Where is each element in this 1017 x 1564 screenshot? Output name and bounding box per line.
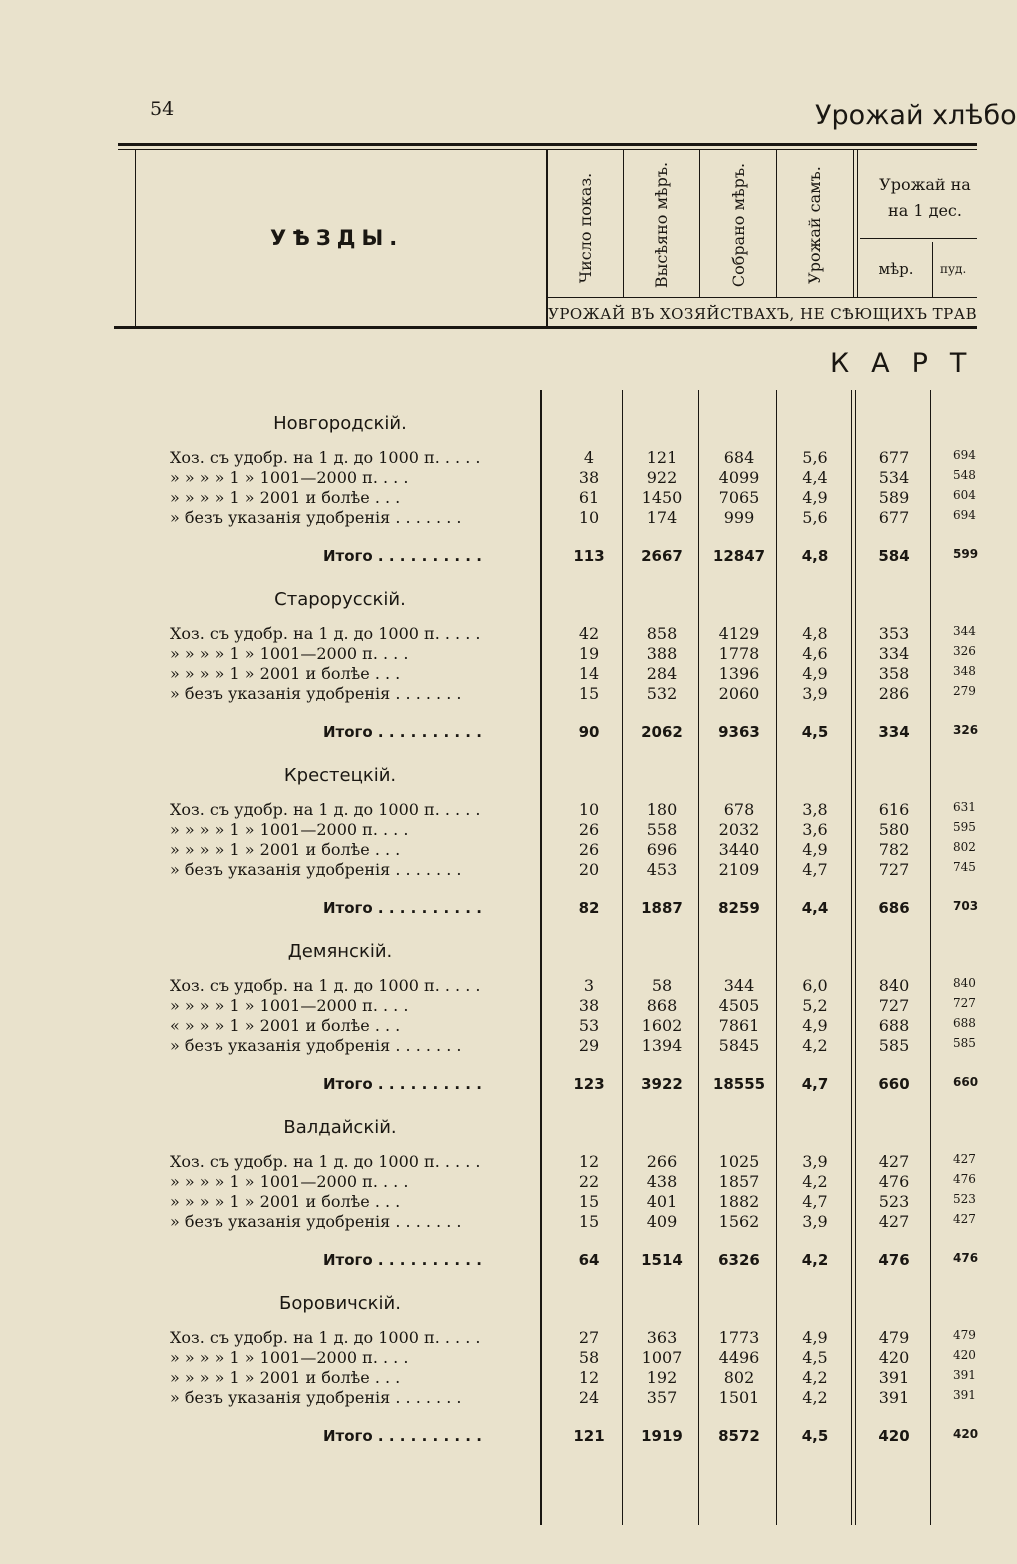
row-label: Хоз. съ удобр. на 1 д. до 1000 п. . . . .: [170, 800, 481, 819]
cell-collected: 4129: [718, 624, 760, 643]
unit-pud-header: пуд.: [940, 262, 967, 276]
header-col-line: [932, 242, 933, 297]
cell-sown: 58: [651, 976, 673, 995]
cell-yield: 3,6: [802, 820, 828, 839]
total-cell-count: 64: [578, 1251, 600, 1269]
cell-pud: 326: [953, 644, 976, 658]
district-name: Крестецкій.: [283, 765, 397, 786]
cell-yield: 6,0: [802, 976, 828, 995]
cell-sown: 409: [646, 1212, 678, 1231]
cell-count: 24: [578, 1388, 600, 1407]
total-cell-count: 121: [573, 1427, 605, 1445]
total-cell-yield: 4,5: [801, 1427, 829, 1445]
cell-sown: 922: [646, 468, 678, 487]
left-border: [135, 150, 136, 326]
total-cell-yield: 4,2: [801, 1251, 829, 1269]
cell-yield: 4,8: [802, 624, 828, 643]
cell-mer: 727: [878, 860, 910, 879]
crop-title: КАРТ: [830, 348, 989, 379]
total-label: Итого . . . . . . . . . .: [323, 1251, 482, 1269]
yield-self-header: Урожай самъ.: [805, 166, 824, 284]
total-cell-count: 82: [578, 899, 600, 917]
total-cell-sown: 1887: [641, 899, 683, 917]
cell-mer: 840: [878, 976, 910, 995]
cell-collected: 1882: [718, 1192, 760, 1211]
cell-sown: 121: [646, 448, 678, 467]
cell-pud: 427: [953, 1152, 976, 1166]
cell-mer: 782: [878, 840, 910, 859]
total-label: Итого . . . . . . . . . .: [323, 1075, 482, 1093]
cell-count: 19: [578, 644, 600, 663]
cell-pud: 604: [953, 488, 976, 502]
header-divider: [548, 297, 977, 298]
cell-yield: 4,9: [802, 488, 828, 507]
total-cell-pud: 599: [953, 547, 979, 561]
cell-pud: 631: [953, 800, 976, 814]
cell-collected: 802: [723, 1368, 755, 1387]
cell-collected: 1773: [718, 1328, 760, 1347]
cell-sown: 388: [646, 644, 678, 663]
total-cell-yield: 4,8: [801, 547, 829, 565]
row-label: » безъ указанія удобренія . . . . . . .: [170, 1212, 462, 1231]
cell-sown: 1450: [641, 488, 683, 507]
header-col-line: [776, 150, 777, 297]
cell-pud: 694: [953, 508, 976, 522]
cell-sown: 192: [646, 1368, 678, 1387]
cell-collected: 1562: [718, 1212, 760, 1231]
cell-collected: 1396: [718, 664, 760, 683]
cell-yield: 4,5: [802, 1348, 828, 1367]
cell-sown: 438: [646, 1172, 678, 1191]
total-cell-pud: 326: [953, 723, 979, 737]
cell-collected: 2060: [718, 684, 760, 703]
cell-count: 15: [578, 684, 600, 703]
cell-count: 15: [578, 1212, 600, 1231]
header-col-line: [546, 150, 548, 326]
total-cell-count: 90: [578, 723, 600, 741]
cell-pud: 745: [953, 860, 976, 874]
cell-count: 42: [578, 624, 600, 643]
cell-collected: 999: [723, 508, 755, 527]
cell-mer: 420: [878, 1348, 910, 1367]
row-label: » » » » 1 » 2001 и болѣе . . .: [170, 1368, 401, 1387]
cell-sown: 357: [646, 1388, 678, 1407]
cell-sown: 401: [646, 1192, 678, 1211]
cell-yield: 4,2: [802, 1172, 828, 1191]
row-label: » » » » 1 » 1001—2000 п. . . .: [170, 820, 409, 839]
row-label: Хоз. съ удобр. на 1 д. до 1000 п. . . . .: [170, 1328, 481, 1347]
cell-yield: 5,2: [802, 996, 828, 1015]
total-cell-collected: 18555: [712, 1075, 766, 1093]
cell-pud: 840: [953, 976, 976, 990]
cell-count: 12: [578, 1368, 600, 1387]
cell-yield: 3,9: [802, 684, 828, 703]
cell-mer: 534: [878, 468, 910, 487]
cell-sown: 558: [646, 820, 678, 839]
cell-count: 26: [578, 820, 600, 839]
row-label: » » » » 1 » 2001 и болѣе . . .: [170, 840, 401, 859]
header-col-line: [857, 150, 858, 297]
total-cell-yield: 4,7: [801, 1075, 829, 1093]
cell-count: 15: [578, 1192, 600, 1211]
row-label: « » » » 1 » 2001 и болѣе . . .: [170, 1016, 401, 1035]
collected-header: Собрано мѣръ.: [729, 162, 748, 288]
cell-sown: 284: [646, 664, 678, 683]
cell-collected: 5845: [718, 1036, 760, 1055]
cell-sown: 180: [646, 800, 678, 819]
cell-collected: 4099: [718, 468, 760, 487]
total-cell-mer: 686: [878, 899, 910, 917]
cell-sown: 266: [646, 1152, 678, 1171]
yield-per-des-line1: Урожай на: [879, 175, 971, 194]
cell-pud: 585: [953, 1036, 976, 1050]
cell-collected: 2109: [718, 860, 760, 879]
running-title: Урожай хлѣбо: [815, 100, 1017, 131]
total-cell-pud: 703: [953, 899, 979, 913]
total-cell-sown: 3922: [641, 1075, 683, 1093]
row-label: Хоз. съ удобр. на 1 д. до 1000 п. . . . .: [170, 448, 481, 467]
cell-count: 14: [578, 664, 600, 683]
cell-collected: 4505: [718, 996, 760, 1015]
row-label: » безъ указанія удобренія . . . . . . .: [170, 1036, 462, 1055]
cell-yield: 5,6: [802, 448, 828, 467]
cell-yield: 4,9: [802, 1328, 828, 1347]
total-label: Итого . . . . . . . . . .: [323, 899, 482, 917]
cell-yield: 4,9: [802, 664, 828, 683]
total-cell-pud: 476: [953, 1251, 979, 1265]
total-cell-collected: 12847: [712, 547, 766, 565]
total-cell-pud: 660: [953, 1075, 979, 1089]
cell-pud: 523: [953, 1192, 976, 1206]
total-label: Итого . . . . . . . . . .: [323, 547, 482, 565]
top-rule: [118, 143, 977, 146]
cell-pud: 476: [953, 1172, 976, 1186]
total-cell-sown: 2667: [641, 547, 683, 565]
cell-sown: 174: [646, 508, 678, 527]
cell-mer: 427: [878, 1152, 910, 1171]
total-cell-yield: 4,4: [801, 899, 829, 917]
cell-yield: 4,7: [802, 860, 828, 879]
total-cell-sown: 1919: [641, 1427, 683, 1445]
total-cell-mer: 334: [878, 723, 910, 741]
cell-collected: 684: [723, 448, 755, 467]
cell-sown: 532: [646, 684, 678, 703]
cell-mer: 358: [878, 664, 910, 683]
total-cell-collected: 8572: [718, 1427, 760, 1445]
cell-count: 20: [578, 860, 600, 879]
cell-sown: 1602: [641, 1016, 683, 1035]
district-name: Новгородскій.: [273, 413, 407, 434]
cell-collected: 678: [723, 800, 755, 819]
cell-mer: 334: [878, 644, 910, 663]
total-label: Итого . . . . . . . . . .: [323, 1427, 482, 1445]
cell-pud: 548: [953, 468, 976, 482]
cell-collected: 4496: [718, 1348, 760, 1367]
cell-yield: 4,2: [802, 1388, 828, 1407]
cell-pud: 344: [953, 624, 976, 638]
cell-pud: 391: [953, 1368, 976, 1382]
cell-mer: 391: [878, 1388, 910, 1407]
cell-pud: 479: [953, 1328, 976, 1342]
cell-pud: 595: [953, 820, 976, 834]
cell-mer: 353: [878, 624, 910, 643]
row-label: » » » » 1 » 1001—2000 п. . . .: [170, 1172, 409, 1191]
cell-collected: 1025: [718, 1152, 760, 1171]
cell-mer: 589: [878, 488, 910, 507]
cell-mer: 688: [878, 1016, 910, 1035]
cell-count: 38: [578, 996, 600, 1015]
cell-pud: 694: [953, 448, 976, 462]
row-label: » » » » 1 » 1001—2000 п. . . .: [170, 1348, 409, 1367]
total-cell-mer: 584: [878, 547, 910, 565]
cell-mer: 523: [878, 1192, 910, 1211]
cell-yield: 4,9: [802, 840, 828, 859]
total-cell-pud: 420: [953, 1427, 979, 1441]
unit-mer-header: мѣр.: [878, 260, 914, 278]
cell-count: 4: [583, 448, 595, 467]
cell-pud: 391: [953, 1388, 976, 1402]
cell-collected: 7065: [718, 488, 760, 507]
cell-count: 29: [578, 1036, 600, 1055]
total-cell-collected: 9363: [718, 723, 760, 741]
cell-mer: 727: [878, 996, 910, 1015]
cell-mer: 677: [878, 448, 910, 467]
cell-collected: 7861: [718, 1016, 760, 1035]
body-col-line: [855, 390, 856, 1525]
header-col-line: [853, 150, 854, 297]
row-label: Хоз. съ удобр. на 1 д. до 1000 п. . . . .: [170, 976, 481, 995]
cell-pud: 348: [953, 664, 976, 678]
sown-header: Высѣяно мѣръ.: [652, 161, 671, 289]
row-label: » » » » 1 » 2001 и болѣе . . .: [170, 664, 401, 683]
cell-yield: 3,8: [802, 800, 828, 819]
total-cell-yield: 4,5: [801, 723, 829, 741]
cell-collected: 3440: [718, 840, 760, 859]
cell-mer: 427: [878, 1212, 910, 1231]
header-bottom-rule: [114, 326, 977, 329]
cell-yield: 4,7: [802, 1192, 828, 1211]
cell-mer: 616: [878, 800, 910, 819]
cell-count: 3: [583, 976, 595, 995]
total-cell-mer: 420: [878, 1427, 910, 1445]
cell-pud: 727: [953, 996, 976, 1010]
page-number: 54: [150, 98, 175, 120]
cell-count: 38: [578, 468, 600, 487]
cell-yield: 3,9: [802, 1212, 828, 1231]
row-label: » » » » 1 » 1001—2000 п. . . .: [170, 644, 409, 663]
cell-pud: 420: [953, 1348, 976, 1362]
table-subheading: УРОЖАЙ ВЪ ХОЗЯЙСТВАХЪ, НЕ СѢЮЩИХЪ ТРАВ: [548, 305, 978, 323]
district-name: Старорусскій.: [274, 589, 406, 610]
cell-sown: 868: [646, 996, 678, 1015]
cell-count: 27: [578, 1328, 600, 1347]
cell-sown: 1394: [641, 1036, 683, 1055]
cell-mer: 585: [878, 1036, 910, 1055]
cell-yield: 4,9: [802, 1016, 828, 1035]
yield-per-des-header: [860, 172, 990, 224]
cell-pud: 279: [953, 684, 976, 698]
total-cell-count: 113: [573, 547, 605, 565]
cell-count: 53: [578, 1016, 600, 1035]
cell-sown: 696: [646, 840, 678, 859]
count-header: Число показ.: [576, 172, 595, 284]
cell-yield: 4,4: [802, 468, 828, 487]
cell-pud: 427: [953, 1212, 976, 1226]
cell-yield: 3,9: [802, 1152, 828, 1171]
total-cell-mer: 476: [878, 1251, 910, 1269]
cell-sown: 1007: [641, 1348, 683, 1367]
row-label: » безъ указанія удобренія . . . . . . .: [170, 508, 462, 527]
districts-header: УѢЗДЫ.: [270, 226, 404, 250]
district-name: Боровичскій.: [279, 1293, 401, 1314]
cell-count: 10: [578, 508, 600, 527]
cell-sown: 858: [646, 624, 678, 643]
total-cell-sown: 1514: [641, 1251, 683, 1269]
cell-collected: 2032: [718, 820, 760, 839]
total-cell-count: 123: [573, 1075, 605, 1093]
cell-mer: 677: [878, 508, 910, 527]
row-label: » безъ указанія удобренія . . . . . . .: [170, 684, 462, 703]
cell-count: 61: [578, 488, 600, 507]
yield-subdivider: [860, 238, 977, 239]
cell-mer: 286: [878, 684, 910, 703]
header-col-line: [623, 150, 624, 297]
cell-sown: 363: [646, 1328, 678, 1347]
cell-mer: 391: [878, 1368, 910, 1387]
cell-yield: 4,2: [802, 1036, 828, 1055]
row-label: Хоз. съ удобр. на 1 д. до 1000 п. . . . .: [170, 624, 481, 643]
row-label: » » » » 1 » 2001 и болѣе . . .: [170, 488, 401, 507]
cell-collected: 344: [723, 976, 755, 995]
cell-sown: 453: [646, 860, 678, 879]
cell-count: 58: [578, 1348, 600, 1367]
cell-collected: 1857: [718, 1172, 760, 1191]
cell-mer: 479: [878, 1328, 910, 1347]
cell-pud: 688: [953, 1016, 976, 1030]
cell-count: 10: [578, 800, 600, 819]
row-label: Хоз. съ удобр. на 1 д. до 1000 п. . . . .: [170, 1152, 481, 1171]
cell-count: 12: [578, 1152, 600, 1171]
cell-yield: 4,6: [802, 644, 828, 663]
cell-pud: 802: [953, 840, 976, 854]
cell-yield: 4,2: [802, 1368, 828, 1387]
cell-count: 22: [578, 1172, 600, 1191]
total-cell-collected: 8259: [718, 899, 760, 917]
cell-mer: 580: [878, 820, 910, 839]
cell-count: 26: [578, 840, 600, 859]
district-name: Валдайскій.: [283, 1117, 397, 1138]
yield-per-des-line2: на 1 дес.: [888, 201, 962, 220]
total-cell-mer: 660: [878, 1075, 910, 1093]
district-name: Демянскій.: [287, 941, 393, 962]
cell-collected: 1501: [718, 1388, 760, 1407]
cell-mer: 476: [878, 1172, 910, 1191]
total-label: Итого . . . . . . . . . .: [323, 723, 482, 741]
cell-yield: 5,6: [802, 508, 828, 527]
total-cell-sown: 2062: [641, 723, 683, 741]
row-label: » безъ указанія удобренія . . . . . . .: [170, 860, 462, 879]
cell-collected: 1778: [718, 644, 760, 663]
row-label: » » » » 1 » 1001—2000 п. . . .: [170, 996, 409, 1015]
header-col-line: [699, 150, 700, 297]
row-label: » » » » 1 » 1001—2000 п. . . .: [170, 468, 409, 487]
total-cell-collected: 6326: [718, 1251, 760, 1269]
row-label: » безъ указанія удобренія . . . . . . .: [170, 1388, 462, 1407]
row-label: » » » » 1 » 2001 и болѣе . . .: [170, 1192, 401, 1211]
